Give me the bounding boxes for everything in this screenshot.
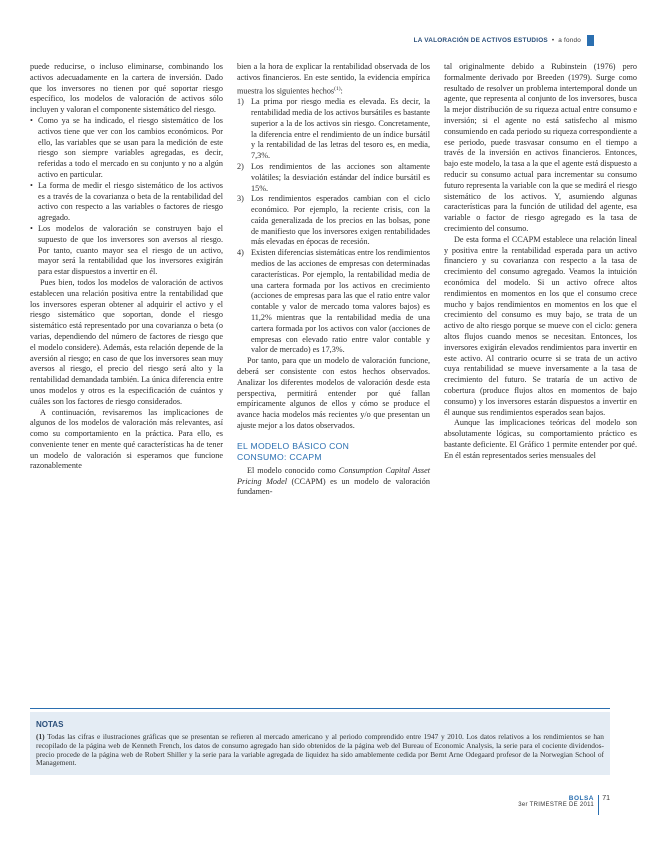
numbered-item	[237, 194, 430, 248]
item-text: La prima por riesgo media es elevada. Es decir, la rentabilidad media de los activos bursátiles es bastante superior a la de los activos sin riesgo. Concretamente, la diferencia entre el rendimiento de un índice bursátil y la rentabilidad de las letras del tesoro es, en media, 7,3%.	[251, 97, 430, 161]
paragraph-text: bien a la hora de explicar la rentabilidad observada de los activos financieros. En este sentido, la evidencia empírica muestra los siguientes hechos	[237, 62, 430, 96]
running-header	[414, 33, 594, 47]
paragraph: tal originalmente debido a Rubinstein (1976) pero formalmente derivado por Breeden (1979). Surge como resultado de resolver un problema intertemporal donde un agente, que representa al conjunto de los inversores, busca la mejor distribución de su riqueza actual entre consumo e inversión; si el agente no está satisfecho al mismo consumiendo en cada periodo su riqueza correspondiente a ese periodo, puede trasvasar consumo en el tiempo a través de la inversión en activos financieros. Entonces, bajo este modelo, la tasa a la que el agente está dispuesto a reducir su consumo actual para incrementar su consumo futuro representa la variable con la que se medirá el riesgo sistemático de los activos. Y, asumiendo algunas características para la función de utilidad del agente, esa variable o factor de riesgo agregado es la tasa de crecimiento del consumo.	[444, 62, 638, 233]
header-subsection: a fondo	[558, 36, 581, 44]
section-heading-line: CONSUMO: CCAPM	[237, 451, 322, 462]
bullet-list	[30, 116, 223, 278]
item-text: Los rendimientos de las acciones son altamente volátiles; la desviación estándar del índice bursátil es 15%.	[251, 161, 430, 193]
column-1	[30, 62, 223, 498]
paragraph	[237, 62, 430, 97]
paragraph: Aunque las implicaciones teóricas del modelo son absolutamente lógicas, su comportamiento práctico es bastante deficiente. El Gráfico 1 permite entender por qué. En él están representados series mensuales del	[444, 418, 637, 460]
footnote-ref[interactable]: (1)	[334, 85, 341, 92]
paragraph: Por tanto, para que un modelo de valoración funcione, deberá ser consistente con estos hechos observados. Analizar los diferentes modelos de valoración desde esta perspectiva, permitirá entender por qué fallan empíricamente algunos de ellos y cómo se produce el avance hacia modelos más recientes y/o que presentan un ajuste mejor a los datos observados.	[237, 356, 430, 431]
section-heading	[237, 441, 430, 463]
paragraph-text: El modelo conocido como	[247, 465, 339, 475]
paragraph: puede reducirse, o incluso eliminarse, combinando los activos adecuadamente en la cartera de inversión. Dado que los inversores no tienen por qué soportar riesgo específico, los modelos de valoración de activos sólo incluyen y valoran el componente sistemático del riesgo.	[30, 62, 223, 115]
notes-title: NOTAS	[36, 720, 64, 729]
header-separator: •	[551, 36, 555, 44]
section-heading-line: EL MODELO BÁSICO CON	[237, 440, 350, 451]
bullet-item: • Los modelos de valoración se construyen bajo el supuesto de que los inversores son aversos al riesgo. Por tanto, cuanto mayor sea el riesgo de un activo, mayor será la rentabilidad que los inversores exigirán para estar dispuestos a invertir en él.	[30, 224, 223, 278]
item-text: Los rendimientos esperados cambian con el ciclo económico. Por ejemplo, la reciente crisis, con la caída generalizada de los precios en las bolsas, pone de manifiesto que los inversores exigen rentabilidades más elevadas en épocas de recesión.	[251, 194, 430, 247]
page-footer	[518, 795, 594, 808]
bullet-item: • Como ya se ha indicado, el riesgo sistemático de los activos tiene que ver con los cambios económicos. Por ello, las variables que se usan para la medición de este riesgo son siempre variables agregadas, es decir, referidas a todo el mercado en su conjunto y no a algún activo en particular.	[30, 116, 223, 181]
item-number: 4)	[237, 248, 244, 258]
numbered-item	[237, 248, 430, 356]
paragraph: A continuación, revisaremos las implicaciones de algunos de los modelos de valoración más relevantes, así como su comportamiento en la práctica. Para ello, es conveniente tener en mente qué características ha de tener un modelo de valoración si esperamos que funcione razonablemente	[30, 407, 223, 471]
notes-box	[30, 712, 610, 775]
paragraph: De esta forma el CCAPM establece una relación lineal y positiva entre la rentabilidad esperada para un activo financiero y su covarianza con respecto a la tasa de crecimiento del consumo agregado. Veamos la intuición económica del modelo. Si un activo ofrece altos rendimientos en momentos en los que el consumo crece mucho y bajos rendimientos en momentos en los que el crecimiento del consumo es muy bajo, se trata de un activo de alto riesgo porque se mueve con el ciclo: genera altos flujos cuando menos se necesitan. Entonces, los inversores exigirán elevados rendimientos para invertir en este activo. Al contrario ocurre si se trata de un activo cuya rentabilidad se mueve inversamente a la tasa de crecimiento del futuro. Se trataría de un activo de cobertura (produce flujos altos en momentos de bajo consumo) y los inversores estarán dispuestos a invertir en él aunque sus rendimientos esperados sean bajos.	[444, 234, 637, 417]
paragraph	[237, 466, 430, 498]
paragraph-text: (CCAPM) es un modelo de valoración fundamen-	[237, 476, 430, 497]
numbered-list	[237, 97, 430, 356]
notes-divider	[30, 708, 610, 709]
numbered-item	[237, 162, 430, 194]
header-color-bar	[587, 35, 594, 46]
paragraph-end: :	[340, 86, 343, 96]
item-number: 2)	[237, 161, 244, 171]
model-name: Consumption Capital Asset Pricing Model	[237, 465, 430, 486]
column-2	[237, 62, 430, 498]
note-number: (1)	[36, 732, 45, 741]
bullet-item: • La forma de medir el riesgo sistemático de los activos es a través de la covarianza o beta de la rentabilidad del activo con respecto a las variables o factores de riesgo agregado.	[30, 181, 223, 224]
numbered-item	[237, 97, 430, 162]
journal-name: BOLSA	[568, 795, 594, 802]
issue-label: 3er TRIMESTRE DE 2011	[518, 802, 594, 808]
column-3	[444, 62, 637, 498]
article-body	[30, 62, 638, 498]
item-number: 3)	[237, 194, 244, 204]
note-text: Todas las cifras e ilustraciones gráficas que se presentan se refieren al mercado americano y al periodo comprendido entre 1947 y 2010. Los datos relativos a los rendimientos se han recopilado de la página web de Kenneth French, los datos de consumo agregado han sido obtenidos de la página web del Bureau of Economic Analysis, la serie para el cociente dividendos-precio procede de la página web de Robert Shiller y la serie para la variable agregada de liquidez ha sido amablemente cedida por Bernt Arne Odegaard profesor de la Norwegian School of Management.	[36, 732, 604, 768]
item-text: Existen diferencias sistemáticas entre los rendimientos medios de las acciones de empresas con determinadas características. Por ejemplo, la rentabilidad media de una cartera formada por los activos en crecimiento (acciones de empresas para las que el ratio entre valor contable y valor de mercado toma valores bajos) es 11,2% mientras que la rentabilidad media de una cartera formada por los activos con valor (acciones de empresas con elevado ratio entre valor contable y valor de mercado) es 17,3%.	[251, 248, 430, 355]
page-number: 71	[598, 795, 610, 815]
paragraph: Pues bien, todos los modelos de valoración de activos establecen una relación positiva entre la rentabilidad que los inversores esperan obtener al adquirir el activo y el riesgo sistemático que soportan, donde el riesgo sistemático está representado por una covarianza o beta (o varias, dependiendo del número de factores de riesgo que el modelo considere). Además, esta relación depende de la aversión al riesgo; en caso de que los inversores sean muy aversos al riesgo, el precio del riesgo será alto y la rentabilidad demandada también. La única diferencia entre unos modelos y otros es la especificación de cuántos y cuáles son los factores de riesgo considerados.	[30, 277, 223, 406]
item-number: 1)	[237, 97, 244, 107]
header-section: LA VALORACIÓN DE ACTIVOS ESTUDIOS	[413, 36, 548, 44]
note-item	[36, 733, 604, 768]
